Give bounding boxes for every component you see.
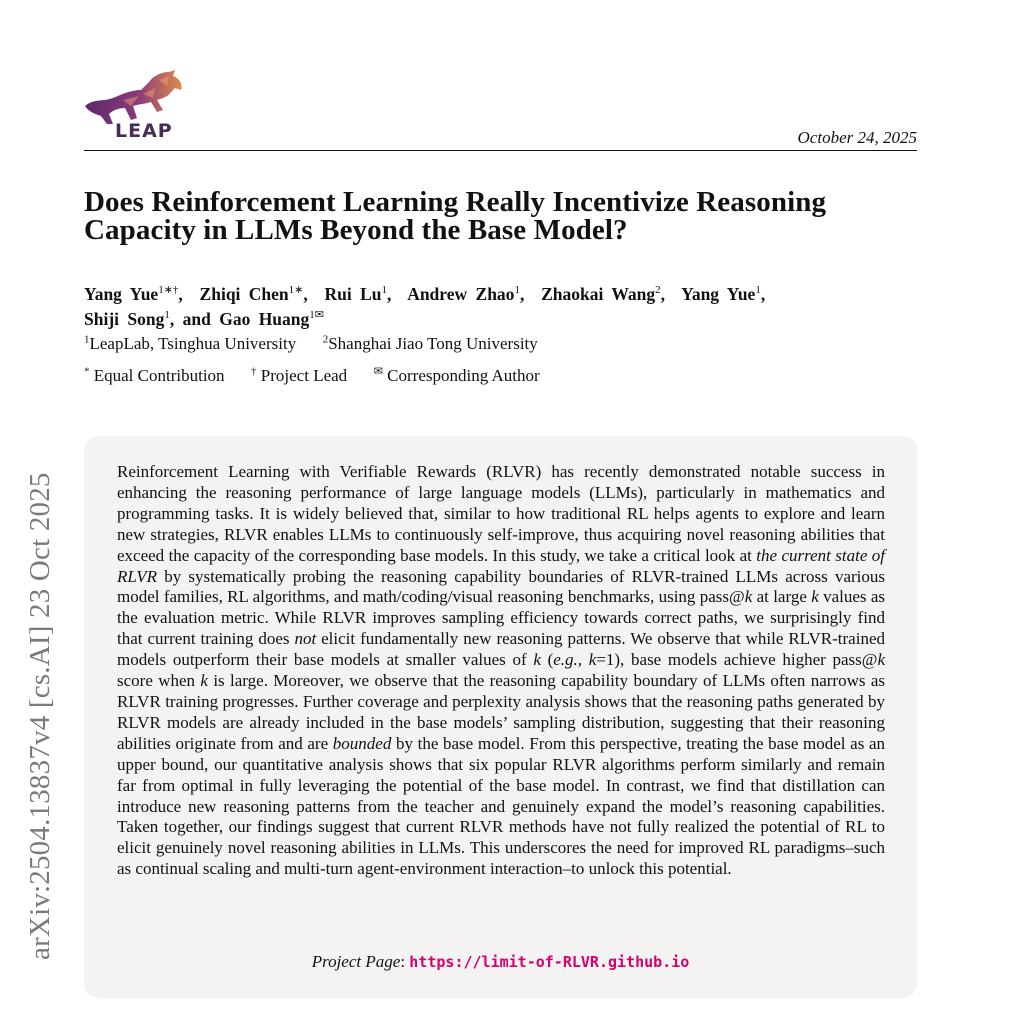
leap-logo [83, 68, 193, 146]
author-note: † Project Lead [251, 365, 348, 385]
affiliation: $^1$LeapLab, Tsinghua University [84, 333, 297, 353]
author-conjunction: and [182, 308, 211, 329]
header-rule [84, 150, 917, 151]
abstract-text: Reinforcement Learning with Verifiable Rewards (RLVR) has recently demonstrated notable success in enhancing the reasoning performance of large language models (LLMs), particularly in mathematics and programming tasks. It is widely believed that, similar to how traditional RL helps agents to explore and learn new strategies, RLVR enables LLMs to continuously self-improve, thus acquiring novel reasoning abilities that exceed the capacity of the corresponding base models. In this study, we take a critical look at the current state of RLVR by systematically probing the reasoning capability boundaries of RLVR-trained LLMs across various model families, RL algorithms, and math/coding/visual reasoning benchmarks, using pass@k at large k values as the evaluation metric. While RLVR improves sampling efficiency towards correct paths, we surprisingly find that current training does not elicit fundamentally new reasoning patterns. We observe that while RLVR-trained models outperform their base models at smaller values of k (e.g., k=1), base models achieve higher pass@k score when k is large. Moreover, we observe that the reasoning capability boundary of LLMs often narrows as RLVR training progresses. Further coverage and perplexity analysis shows that the reasoning paths generated by RLVR models are already included in the base models’ sampling distribution, suggesting that their reasoning abilities originate from and are bounded by the base model. From this perspective, treating the base model as an upper bound, our quantitative analysis shows that six popular RLVR algorithms perform similarly and remain far from optimal in fully leveraging the potential of the base model. In contrast, we find that distillation can introduce new reasoning patterns from the teacher and genuinely expand the model’s reasoning capabilities. Taken together, our findings suggest that current RLVR methods have not fully realized the potential of RL to elicit genuinely novel reasoning abilities in LLMs. This underscores the need for improved RL paradigms–such as continual scaling and multi-turn agent-environment interaction–to unlock this potential. [117, 462, 886, 879]
author-note: * Equal Contribution [84, 365, 225, 385]
author-note: ✉ Corresponding Author [373, 365, 540, 385]
project-page: Project Page: https://limit-of-RLVR.github.io [311, 952, 690, 971]
affiliation: $^2$Shanghai Jiao Tong University [322, 333, 538, 353]
author: Rui Lu$^1$ [324, 283, 388, 304]
paper-title: Does Reinforcement Learning Really Incentivize Reasoning Capacity in LLMs Beyond the Base Model? [84, 186, 827, 246]
horse-icon [83, 68, 193, 128]
author: Shiji Song$^1$ [84, 308, 170, 329]
logo-text: LEAP [115, 120, 173, 142]
author: Zhiqi Chen$^{1∗}$ [199, 283, 304, 304]
abstract-box [84, 436, 917, 998]
author-list: Yang Yue$^{1∗\dagger}$, Zhiqi Chen$^{1∗}$, Rui Lu$^1$, Andrew Zhao$^1$, Zhaokai Wang$^2$, Yang Yue$^1$, Shiji Song$^1$, and Gao Huang$^{1✉}$ [84, 283, 766, 329]
author-notes [84, 364, 540, 386]
author: Yang Yue$^{1∗\dagger}$ [84, 283, 179, 304]
arxiv-identifier: arXiv:2504.13837v4 [cs.AI] 23 Oct 2025 [24, 472, 56, 960]
project-page-link[interactable]: https://limit-of-RLVR.github.io [409, 953, 690, 971]
author: Zhaokai Wang$^2$ [541, 283, 661, 304]
author: Andrew Zhao$^1$ [407, 283, 520, 304]
publication-date: October 24, 2025 [797, 128, 917, 147]
author: Gao Huang$^{1✉}$ [219, 308, 324, 329]
affiliations [84, 333, 538, 354]
author: Yang Yue$^1$ [681, 283, 761, 304]
project-page-label: Project Page [311, 952, 401, 971]
